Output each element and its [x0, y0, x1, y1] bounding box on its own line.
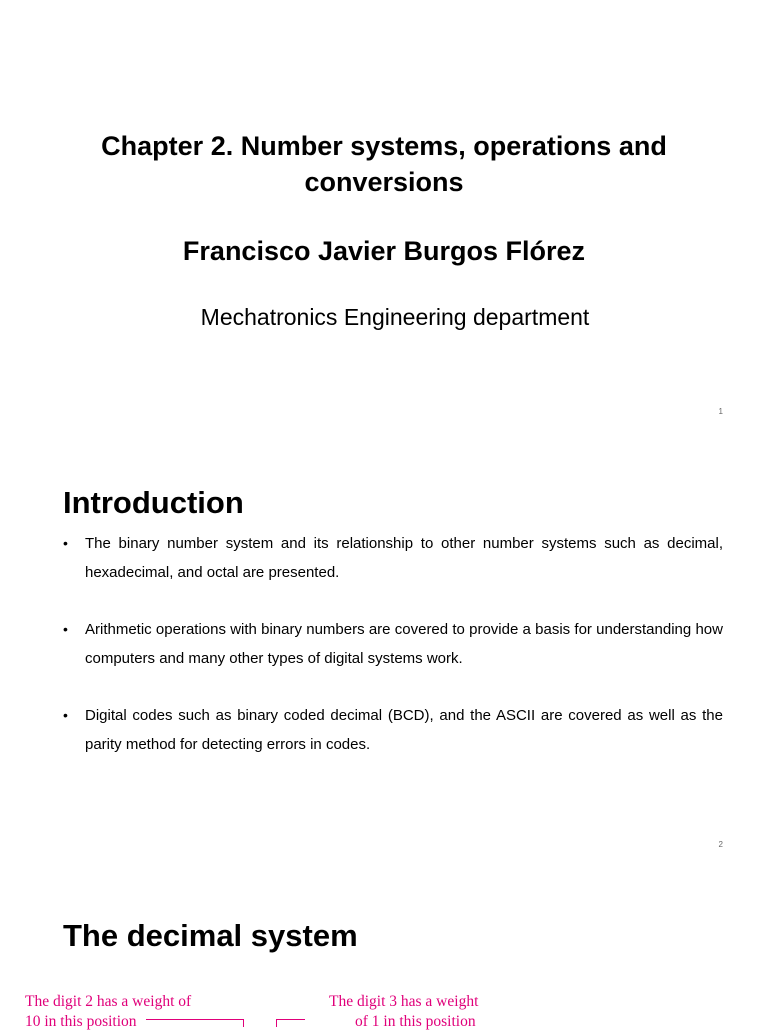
- author-name: Francisco Javier Burgos Flórez: [182, 236, 586, 266]
- slide-heading: Introduction: [63, 485, 244, 520]
- annotation-pointer-tick: [243, 1019, 244, 1027]
- annotation-pointer-tick: [276, 1019, 277, 1027]
- slide-heading: The decimal system: [63, 918, 358, 953]
- bullet-text: Arithmetic operations with binary numbers are covered to provide a basis for understanding how computers and many other types of digital systems work.: [85, 621, 723, 667]
- annotation-line-1: The digit 3 has a weight: [329, 993, 479, 1010]
- bullet-marker: •: [63, 621, 68, 637]
- chapter-title: [0, 128, 768, 200]
- introduction-slide: [0, 432, 768, 864]
- department-name: Mechatronics Engineering department: [200, 304, 590, 330]
- page-number: 1: [718, 407, 723, 416]
- bullet-text: Digital codes such as binary coded decimal (BCD), and the ASCII are covered as well as the parity method for detecting errors in codes.: [85, 707, 723, 753]
- bullet-text: The binary number system and its relationship to other number systems such as decimal, hexadecimal, and octal are presented.: [85, 535, 723, 581]
- bullet-list: [63, 529, 723, 787]
- weight-annotation-tens: [25, 992, 225, 1032]
- annotation-line-2: 10 in this position: [25, 1013, 137, 1030]
- decimal-system-slide: [0, 864, 768, 1030]
- chapter-title-line-1: Chapter 2. Number systems, operations and: [101, 131, 667, 161]
- page-number: 2: [718, 840, 723, 849]
- annotation-line-1: The digit 2 has a weight of: [25, 993, 192, 1010]
- annotation-line-2: of 1 in this position: [355, 1013, 476, 1030]
- title-slide: [0, 0, 768, 432]
- bullet-item: [63, 529, 723, 587]
- bullet-item: [63, 615, 723, 673]
- chapter-title-line-2: conversions: [304, 167, 464, 197]
- weight-annotation-ones: [329, 992, 499, 1032]
- bullet-marker: •: [63, 707, 68, 723]
- bullet-marker: •: [63, 535, 68, 551]
- annotation-pointer-line: [146, 1019, 244, 1020]
- bullet-item: [63, 701, 723, 759]
- annotation-pointer-line: [276, 1019, 305, 1020]
